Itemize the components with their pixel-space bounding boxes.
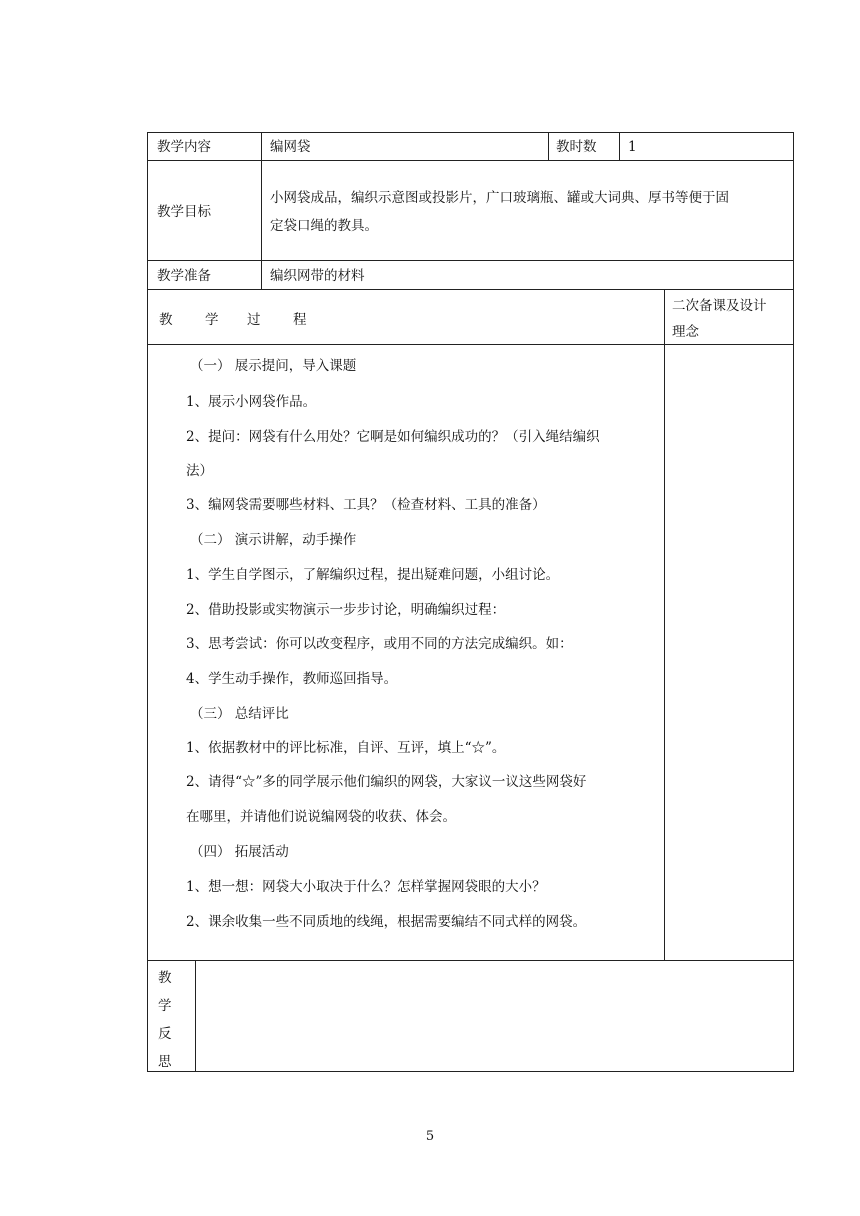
table-border [261,132,262,289]
table-border [195,960,196,1071]
table-border [147,960,794,961]
process-line: 3、编网袋需要哪些材料、工具？（检查材料、工具的准备） [186,497,546,513]
process-line: 1、想一想：网袋大小取决于什么？怎样掌握网袋眼的大小？ [186,879,546,895]
table-border [147,1071,794,1072]
process-line: 1、学生自学图示，了解编织过程，提出疑难问题，小组讨论。 [186,567,560,583]
content-label: 教学内容 [157,139,211,155]
table-border [147,132,148,1072]
prep-value: 编织网带的材料 [270,268,365,284]
process-line: （一） 展示提问，导入课题 [190,358,357,374]
process-line: 在哪里，并请他们说说编网袋的收获、体会。 [186,809,456,825]
process-line: 2、请得“☆”多的同学展示他们编织的网袋，大家议一议这些网袋好 [186,774,587,790]
process-line: 3、思考尝试：你可以改变程序，或用不同的方法完成编织。如： [186,636,573,652]
goal-label: 教学目标 [157,204,211,220]
table-border [619,132,620,160]
page-number: 5 [425,1129,435,1144]
process-header-char: 过 [247,312,261,328]
process-line: 2、借助投影或实物演示一步步讨论，明确编织过程： [186,602,506,618]
table-border [147,160,794,161]
process-header-char: 教 [159,312,173,328]
table-border [147,260,794,261]
hours-label: 教时数 [556,139,597,155]
process-line: （二） 演示讲解，动手操作 [190,532,357,548]
notes-header-line: 理念 [672,324,699,340]
reflection-label-char: 反 [158,1026,172,1042]
reflection-label-char: 教 [158,970,172,986]
table-border [147,289,794,290]
goal-text-line: 小网袋成品，编织示意图或投影片，广口玻璃瓶、罐或大词典、厚书等便于固 [270,190,729,206]
process-line: 1、展示小网袋作品。 [186,394,317,410]
notes-header-line: 二次备课及设计 [672,298,767,314]
reflection-label-char: 思 [158,1054,172,1070]
table-border [147,344,794,345]
process-line: （三） 总结评比 [190,706,289,722]
hours-value: 1 [628,139,637,155]
process-line: 4、学生动手操作，教师巡回指导。 [186,671,398,687]
process-line: 2、提问：网袋有什么用处？它啊是如何编织成功的？（引入绳结编织 [186,429,600,445]
prep-label: 教学准备 [157,268,211,284]
process-line: 1、依据教材中的评比标准，自评、互评，填上“☆”。 [186,740,506,756]
process-line: 法） [186,463,213,479]
table-border [548,132,549,160]
table-border [664,289,665,960]
goal-text-line: 定袋口绳的教具。 [270,218,378,234]
reflection-label-char: 学 [158,998,172,1014]
process-header-char: 学 [205,312,219,328]
content-value: 编网袋 [270,139,311,155]
table-border [147,132,794,133]
process-line: 2、课余收集一些不同质地的线绳，根据需要编结不同式样的网袋。 [186,914,587,930]
process-header-char: 程 [293,312,307,328]
process-line: （四） 拓展活动 [190,844,289,860]
table-border [793,132,794,1072]
